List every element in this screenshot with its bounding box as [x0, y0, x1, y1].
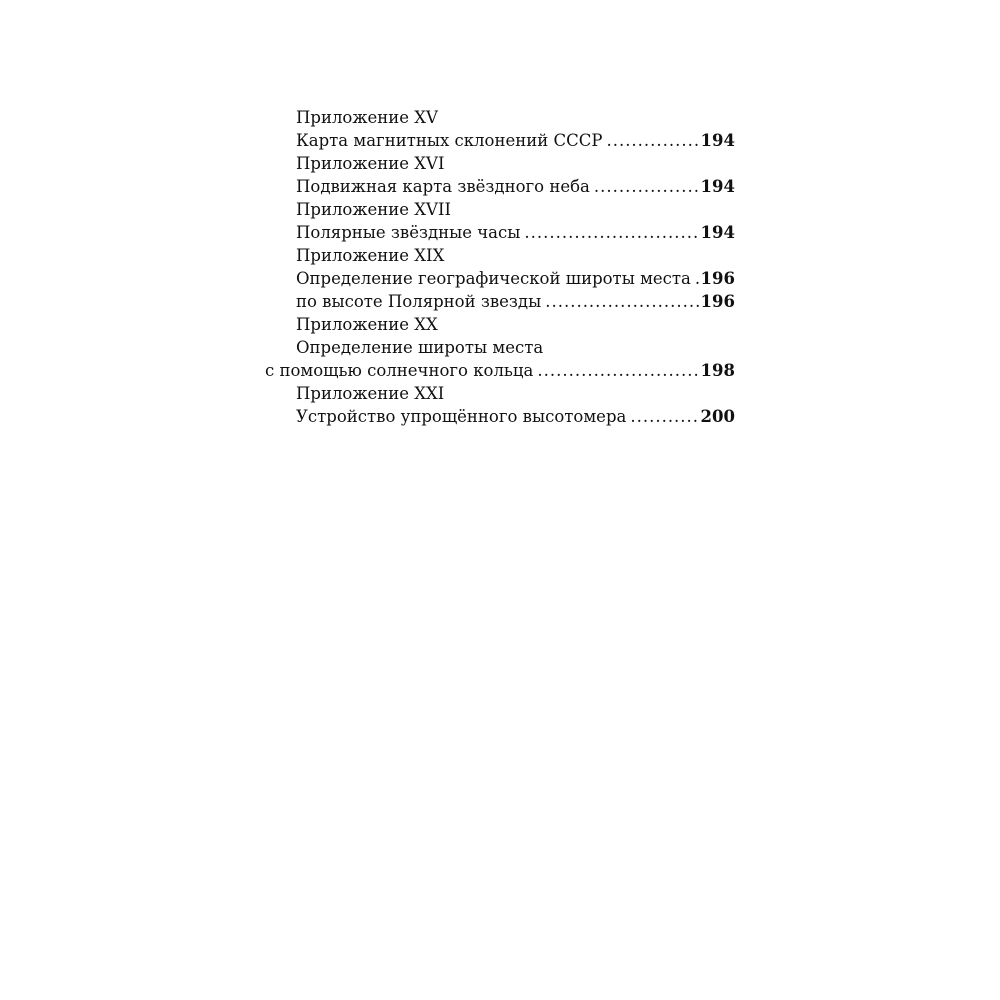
- toc-page-number: 196: [700, 269, 735, 288]
- table-of-contents: [265, 106, 735, 428]
- toc-entry-polaris-altitude[interactable]: [265, 290, 735, 313]
- dot-leader: [606, 129, 699, 152]
- appendix-heading-xx: Приложение XX: [296, 315, 438, 334]
- toc-page-number: 196: [700, 292, 735, 311]
- appendix-heading-xv: Приложение XV: [296, 108, 438, 127]
- toc-page-number: 198: [700, 361, 735, 380]
- toc-page-number: 194: [700, 131, 735, 150]
- toc-entry-title-line: Определение широты места: [296, 338, 544, 357]
- toc-entry-solar-ring[interactable]: [265, 359, 735, 382]
- dot-leader: [695, 267, 700, 290]
- toc-entry-title: по высоте Полярной звезды: [296, 292, 542, 311]
- dot-leader: [630, 405, 699, 428]
- dot-leader: [594, 175, 700, 198]
- toc-entry-movable-star-map[interactable]: [265, 175, 735, 198]
- toc-page-number: 194: [700, 223, 735, 242]
- toc-entry-title: Устройство упрощённого высотомера: [296, 407, 627, 426]
- toc-entry-latitude-determination[interactable]: [265, 267, 735, 290]
- dot-leader: [524, 221, 699, 244]
- toc-entry-title: Карта магнитных склонений СССР: [296, 131, 603, 150]
- dot-leader: [545, 290, 699, 313]
- toc-page-number: 194: [700, 177, 735, 196]
- appendix-heading-xxi: Приложение XXI: [296, 384, 445, 403]
- toc-entry-polar-star-clock[interactable]: [265, 221, 735, 244]
- toc-entry-title: Полярные звёздные часы: [296, 223, 521, 242]
- appendix-heading-xvi: Приложение XVI: [296, 154, 445, 173]
- toc-entry-title: Подвижная карта звёздного неба: [296, 177, 590, 196]
- appendix-heading-xix: Приложение XIX: [296, 246, 445, 265]
- toc-entry-simplified-altimeter[interactable]: [265, 405, 735, 428]
- appendix-heading-xvii: Приложение XVII: [296, 200, 452, 219]
- toc-entry-title: Определение географической широты места: [296, 269, 691, 288]
- toc-page-number: 200: [700, 407, 735, 426]
- toc-entry-title: с помощью солнечного кольца: [265, 361, 534, 380]
- dot-leader: [537, 359, 699, 382]
- toc-entry-magnetic-declination-map[interactable]: [265, 129, 735, 152]
